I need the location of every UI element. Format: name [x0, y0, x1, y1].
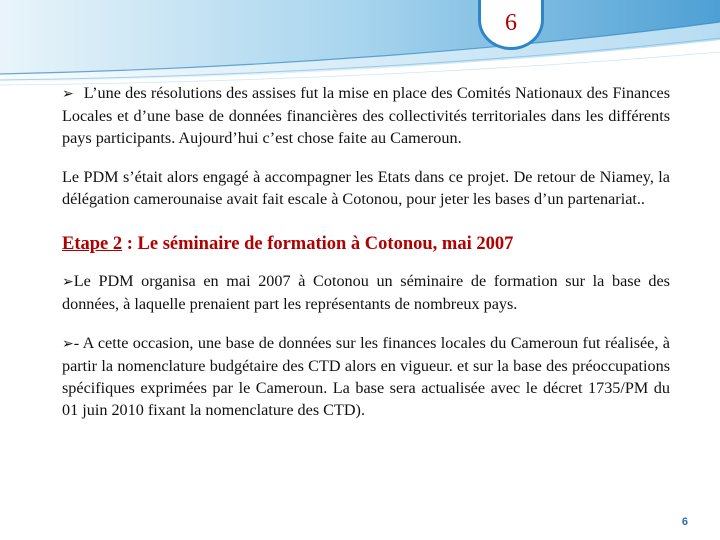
paragraph-pdm-seminar-text: Le PDM organisa en mai 2007 à Cotonou un séminaire de formation sur la base des données, à laquelle prenaient part les représentants de nombreux pays.	[62, 272, 670, 313]
slide-content	[62, 82, 670, 421]
heading-rest: : Le séminaire de formation à Cotonou, mai 2007	[122, 234, 514, 254]
paragraph-resolutions-text: L’une des résolutions des assises fut la mise en place des Comités Nationaux des Finances Locales et d’une base de données financières des collectivités territoriales dans les différents pays participants. Aujourd’hui c’est chose faite au Cameroun.	[62, 84, 670, 147]
paragraph-database	[62, 332, 670, 421]
footer-page-number: 6	[681, 516, 688, 528]
paragraph-database-text: - A cette occasion, une base de données sur les finances locales du Cameroun fut réalisée, à partir la nomenclature budgétaire des CTD alors en vigueur. et sur la base des préoccupations spécifiques exprimées par le Cameroun. La base sera actualisée avec le décret 1735/PM du 01 juin 2010 fixant la nomenclature des CTD).	[62, 334, 670, 419]
heading-label: Etape 2	[62, 234, 123, 254]
arrow-bullet-icon: ➢	[62, 86, 74, 102]
arrow-bullet-icon: ➢	[62, 274, 74, 290]
paragraph-pdm-seminar	[62, 270, 670, 315]
slide-number-text: 6	[505, 10, 517, 36]
paragraph-pdm-commitment: Le PDM s’était alors engagé à accompagner les Etats dans ce projet. De retour de Niamey, la délégation camerounaise avait fait escale à Cotonou, pour jeter les bases d’un partenariat..	[62, 168, 670, 208]
section-heading-etape-2	[62, 232, 670, 256]
paragraph-resolutions	[62, 82, 670, 149]
header-wave-decoration	[0, 0, 720, 90]
arrow-bullet-icon: ➢	[62, 336, 74, 352]
